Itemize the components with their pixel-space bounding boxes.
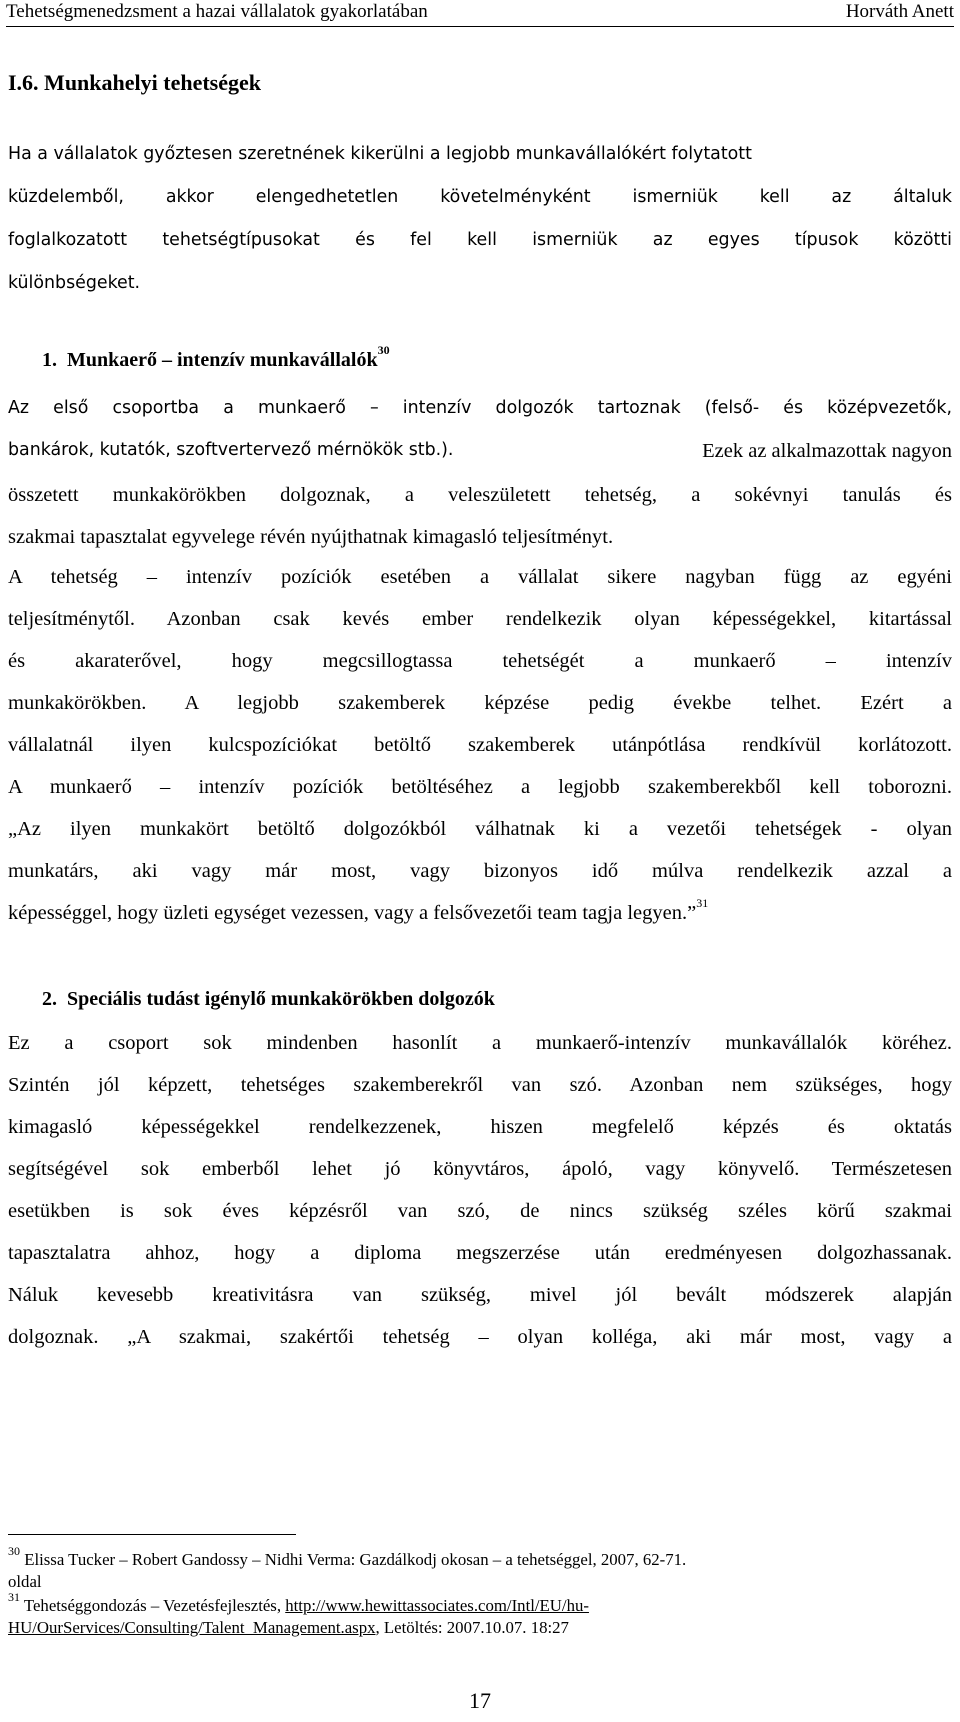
header-author: Horváth Anett <box>845 1 954 22</box>
subheading-2-title: Speciális tudást igénylő munkakörökben dolgozók <box>67 988 495 1010</box>
footnote-31-link-part2[interactable]: HU/OurServices/Consulting/Talent_Management.aspx <box>8 1618 376 1637</box>
footnote-31-tail: , Letöltés: 2007.10.07. 18:27 <box>375 1618 569 1637</box>
subheading-2 <box>42 988 495 1011</box>
para1-line-5: A tehetség – intenzív pozíciók esetében a vállalat sikere nagyban függ az egyéni <box>8 566 952 588</box>
intro-line-4: különbségeket. <box>8 273 141 293</box>
running-header <box>6 0 954 27</box>
para2-line-5: esetükben is sok éves képzésről van szó, de nincs szükség széles körű szakmai <box>8 1200 952 1222</box>
header-title: Tehetségmenedzsment a hazai vállalatok gyakorlatában <box>6 1 428 22</box>
para2-line-8: dolgoznak. „A szakmai, szakértői tehetség – olyan kolléga, aki már most, vagy a <box>8 1326 952 1348</box>
para2-line-2: Szintén jól képzett, tehetséges szakemberekről van szó. Azonban nem szükséges, hogy <box>8 1074 952 1096</box>
para1-line-2-serif: Ezek az alkalmazottak nagyon <box>702 440 952 462</box>
para1-line-2-sans: bankárok, kutatók, szoftvertervező mérnökök stb.). <box>8 440 454 460</box>
para2-line-6: tapasztalatra ahhoz, hogy a diploma megszerzése után eredményesen dolgozhassanak. <box>8 1242 952 1264</box>
footnote-31-number: 31 <box>8 1590 20 1604</box>
para1-line-13 <box>8 896 709 925</box>
para2-line-1: Ez a csoport sok mindenben hasonlít a munkaerő-intenzív munkavállalók köréhez. <box>8 1032 952 1054</box>
para2-line-4: segítségével sok emberből lehet jó könyvtáros, ápoló, vagy könyvelő. Természetesen <box>8 1158 952 1180</box>
footnote-separator <box>8 1534 296 1535</box>
footnote-ref-31: 31 <box>696 896 709 910</box>
intro-line-1: Ha a vállalatok győztesen szeretnének kikerülni a legjobb munkavállalókért folytatott <box>8 144 752 164</box>
para1-line-1: Az első csoportba a munkaerő – intenzív dolgozók tartoznak (felső- és középvezetők, <box>8 398 952 418</box>
subheading-1 <box>42 343 390 372</box>
para1-line-4: szakmai tapasztalat egyvelege révén nyújthatnak kimagasló teljesítményt. <box>8 526 614 548</box>
intro-line-2: küzdelemből, akkor elengedhetetlen követelményként ismerniük kell az általuk <box>8 187 952 207</box>
footnote-30-text: Elissa Tucker – Robert Gandossy – Nidhi Verma: Gazdálkodj okosan – a tehetséggel, 2007, 62-71. <box>24 1550 687 1569</box>
subheading-2-number: 2. <box>42 988 57 1010</box>
footnote-31 <box>8 1590 589 1616</box>
para1-line-11: „Az ilyen munkakört betöltő dolgozókból válhatnak ki a vezetői tehetségek - olyan <box>8 818 952 840</box>
footnote-30 <box>8 1544 687 1570</box>
para2-line-7: Náluk kevesebb kreativitásra van szükség, mivel jól bevált módszerek alapján <box>8 1284 952 1306</box>
para2-line-3: kimagasló képességekkel rendelkezzenek, hiszen megfelelő képzés és oktatás <box>8 1116 952 1138</box>
para1-line-7: és akaraterővel, hogy megcsillogtassa tehetségét a munkaerő – intenzív <box>8 650 952 672</box>
subheading-1-title: Munkaerő – intenzív munkavállalók <box>67 349 378 371</box>
page-number: 17 <box>469 1688 491 1713</box>
footnote-30-number: 30 <box>8 1544 20 1558</box>
para1-line-13-text: képességgel, hogy üzleti egységet vezessen, vagy a felsővezetői team tagja legyen.” <box>8 902 697 924</box>
intro-line-3: foglalkozatott tehetségtípusokat és fel kell ismerniük az egyes típusok közötti <box>8 230 952 250</box>
para1-line-6: teljesítménytől. Azonban csak kevés ember rendelkezik olyan képességekkel, kitartással <box>8 608 952 630</box>
footnote-31-text: Tehetséggondozás – Vezetésfejlesztés, <box>23 1596 286 1615</box>
para1-line-12: munkatárs, aki vagy már most, vagy bizonyos idő múlva rendelkezik azzal a <box>8 860 952 882</box>
para1-line-10: A munkaerő – intenzív pozíciók betöltéséhez a legjobb szakemberekből kell toborozni. <box>8 776 952 798</box>
footnote-31-continued <box>8 1618 569 1638</box>
para1-line-8: munkakörökben. A legjobb szakemberek képzése pedig évekbe telhet. Ezért a <box>8 692 952 714</box>
para1-line-3: összetett munkakörökben dolgoznak, a veleszületett tehetség, a sokévnyi tanulás és <box>8 484 952 506</box>
para1-line-2 <box>8 440 952 463</box>
subheading-1-number: 1. <box>42 349 57 371</box>
section-title: I.6. Munkahelyi tehetségek <box>8 70 261 95</box>
footnote-30-continued: oldal <box>8 1572 42 1591</box>
para1-line-9: vállalatnál ilyen kulcspozíciókat betöltő szakemberek utánpótlása rendkívül korlátozott. <box>8 734 952 756</box>
footnote-ref-30: 30 <box>377 343 390 357</box>
footnote-31-link-part1[interactable]: http://www.hewittassociates.com/Intl/EU/hu- <box>285 1596 589 1615</box>
